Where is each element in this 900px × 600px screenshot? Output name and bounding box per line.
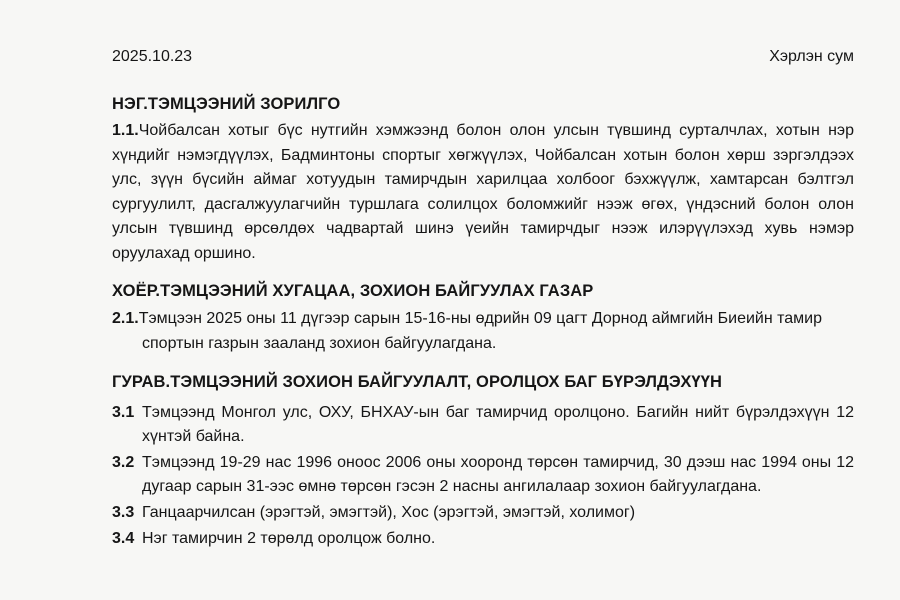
item-number: 1.1.	[112, 122, 139, 139]
section-1-heading: НЭГ.ТЭМЦЭЭНИЙ ЗОРИЛГО	[112, 95, 341, 113]
section-3-item-4	[112, 527, 854, 551]
item-text: Тэмцээн 2025 оны 11 дүгээр сарын 15-16-ны өдрийн 09 цагт Дорнод аймгийн Биеийн тамир спортын газрын зааланд зохион байгуулагдана.	[138, 310, 823, 352]
section-1-item-1	[112, 119, 854, 266]
item-text: Тэмцээнд Монгол улс, ОХУ, БНХАУ-ын баг тамирчид оролцоно. Багийн нийт бүрэлдэхүүн 12 хүнтэй байна.	[142, 404, 854, 445]
item-number: 2.1.	[112, 310, 139, 327]
section-3-item-3	[112, 501, 854, 525]
section-2-item-1	[112, 306, 854, 356]
section-2	[112, 282, 854, 356]
document-date: 2025.10.23	[112, 48, 193, 65]
document-place: Хэрлэн сум	[769, 48, 854, 65]
item-text: Нэг тамирчин 2 төрөлд оролцож болно.	[142, 530, 436, 547]
section-1	[112, 95, 854, 266]
item-number: 3.3	[112, 504, 135, 521]
section-3-item-1	[112, 401, 854, 449]
section-3-heading: ГУРАВ.ТЭМЦЭЭНИЙ ЗОХИОН БАЙГУУЛАЛТ, ОРОЛЦОХ БАГ БҮРЭЛДЭХҮҮН	[112, 373, 722, 391]
item-number: 3.2	[112, 454, 135, 471]
item-number: 3.4	[112, 530, 135, 547]
document-header	[112, 48, 854, 74]
section-2-heading: ХОЁР.ТЭМЦЭЭНИЙ ХУГАЦАА, ЗОХИОН БАЙГУУЛАХ ГАЗАР	[112, 282, 594, 300]
section-3-item-2	[112, 451, 854, 499]
item-text: Тэмцээнд 19-29 нас 1996 оноос 2006 оны хооронд төрсөн тамирчид, 30 дээш нас 1994 оны 12 дугаар сарын 31-ээс өмнө төрсөн гэсэн 2 насны ангилалаар зохион байгуулагдана.	[142, 454, 854, 495]
section-3	[112, 373, 854, 551]
item-text: Ганцаарчилсан (эрэгтэй, эмэгтэй), Хос (эрэгтэй, эмэгтэй, холимог)	[142, 504, 636, 521]
item-text: Чойбалсан хотыг бүс нутгийн хэмжээнд болон олон улсын түвшинд сурталчлах, хотын нэр хүндийг нэмэгдүүлэх, Бадминтоны спортыг хөгжүүлэх, Чойбалсан хотын болон хөрш зэргэлдээх улс, зүүн бүсийн аймаг хотуудын тамирчдын харилцаа холбоог бэхжүүлж, хамтарсан бэлтгэл сургуулилт, дасгалжуулагчийн туршлага солилцох боломжийг нээж өгөх, үндэсний болон олон улсын түвшинд өрсөлдөх чадвартай шинэ үеийн тамирчдыг нээж илэрүүлэхэд хувь нэмэр оруулахад оршино.	[112, 122, 854, 262]
item-number: 3.1	[112, 404, 135, 421]
